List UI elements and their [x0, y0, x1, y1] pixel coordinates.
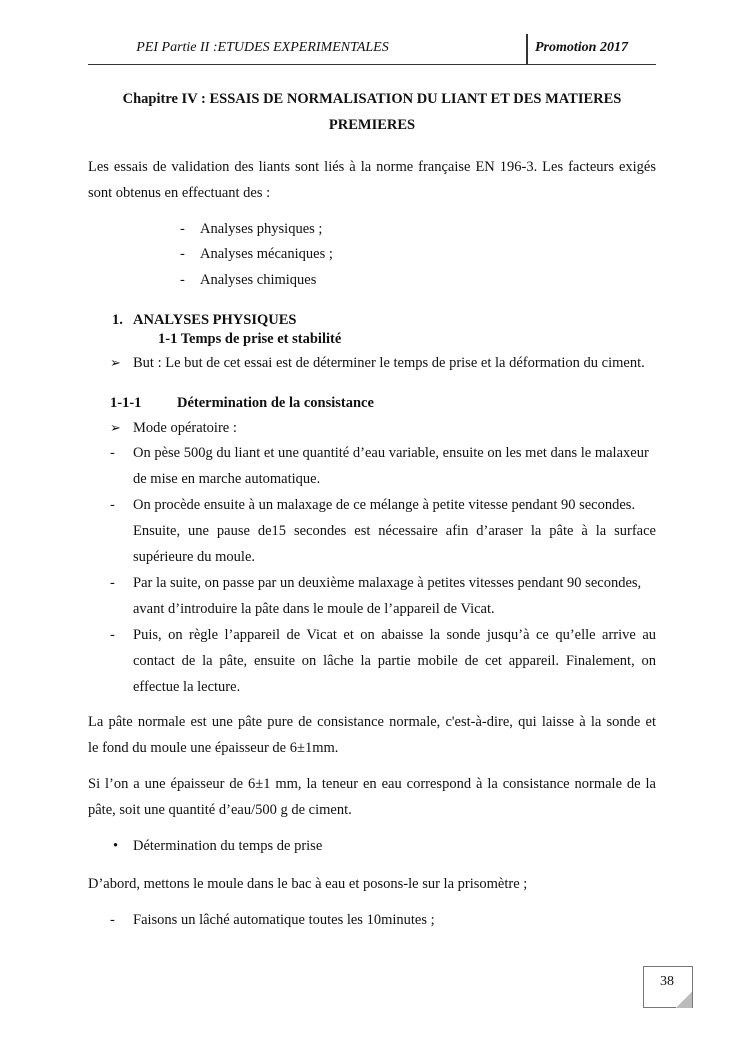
para-si-line1: Si l’on a une épaisseur de 6±1 mm, la teneur en eau correspond à la consistance normale de la: [88, 776, 656, 792]
step-line: supérieure du moule.: [133, 549, 256, 565]
para-si-line2: pâte, soit une quantité d’eau/500 g de ciment.: [88, 802, 352, 818]
subsubsection-title: Détermination de la consistance: [177, 395, 374, 411]
step-line: contact de la pâte, ensuite on lâche la partie mobile de cet appareil. Finalement, on: [133, 653, 656, 669]
list-item: Analyses mécaniques ;: [200, 246, 333, 262]
step-line: de mise en marche automatique.: [133, 471, 321, 487]
step-dash: -: [110, 627, 115, 643]
header-title: PEI Partie II :ETUDES EXPERIMENTALES: [136, 40, 389, 55]
step-line: On pèse 500g du liant et une quantité d’eau variable, ensuite on les met dans le malaxeur: [133, 445, 649, 461]
step-dash: -: [110, 497, 115, 513]
subsection-title: 1-1 Temps de prise et stabilité: [158, 331, 342, 347]
section-number: 1.: [112, 312, 123, 328]
list-dash: -: [180, 221, 185, 237]
step-line: Puis, on règle l’appareil de Vicat et on abaisse la sonde jusqu’à ce qu’elle arrive au: [133, 627, 656, 643]
list-item: Analyses chimiques: [200, 272, 317, 288]
arrow-bullet-icon: ➢: [110, 420, 121, 435]
list-dash: -: [180, 246, 185, 262]
chapter-title-line1: Chapitre IV : ESSAIS DE NORMALISATION DU LIANT ET DES MATIERES: [122, 91, 622, 107]
intro-line1: Les essais de validation des liants sont liés à la norme française EN 196-3. Les facteurs exigés: [88, 159, 656, 175]
chapter-title-line2: PREMIERES: [328, 117, 416, 133]
arrow-bullet-icon: ➢: [110, 355, 121, 370]
list-dash: -: [180, 272, 185, 288]
step-dash: -: [110, 575, 115, 591]
list-item: Analyses physiques ;: [200, 221, 323, 237]
bullet-text: Détermination du temps de prise: [133, 838, 323, 854]
step-dash: -: [110, 912, 115, 928]
intro-line2: sont obtenus en effectuant des :: [88, 185, 271, 201]
header-separator: [526, 34, 528, 64]
step-line: avant d’introduire la pâte dans le moule de l’appareil de Vicat.: [133, 601, 495, 617]
header-promotion: Promotion 2017: [535, 40, 628, 55]
bullet-dot-icon: •: [113, 838, 119, 854]
step-line: On procède ensuite à un malaxage de ce mélange à petite vitesse pendant 90 secondes.: [133, 497, 636, 513]
subsubsection-number: 1-1-1: [110, 395, 142, 411]
step-dash: -: [110, 445, 115, 461]
para-normal-line1: La pâte normale est une pâte pure de consistance normale, c'est-à-dire, qui laisse à la sonde et: [88, 714, 656, 730]
but-text: But : Le but de cet essai est de déterminer le temps de prise et la déformation du ciment.: [133, 355, 645, 371]
step-line: Par la suite, on passe par un deuxième malaxage à petites vitesses pendant 90 secondes,: [133, 575, 642, 591]
section-title: ANALYSES PHYSIQUES: [133, 312, 297, 328]
para-normal-line2: le fond du moule une épaisseur de 6±1mm.: [88, 740, 339, 756]
header-rule: [88, 64, 656, 65]
page-number: 38: [660, 974, 674, 989]
last-step-text: Faisons un lâché automatique toutes les 10minutes ;: [133, 912, 435, 928]
step-line: effectue la lecture.: [133, 679, 241, 695]
step-line: Ensuite, une pause de15 secondes est nécessaire afin d’araser la pâte à la surface: [133, 523, 656, 539]
mode-label: Mode opératoire :: [133, 420, 237, 436]
para-abord: D’abord, mettons le moule dans le bac à eau et posons-le sur la prisomètre ;: [88, 876, 528, 892]
page-fold-icon: [676, 992, 692, 1008]
